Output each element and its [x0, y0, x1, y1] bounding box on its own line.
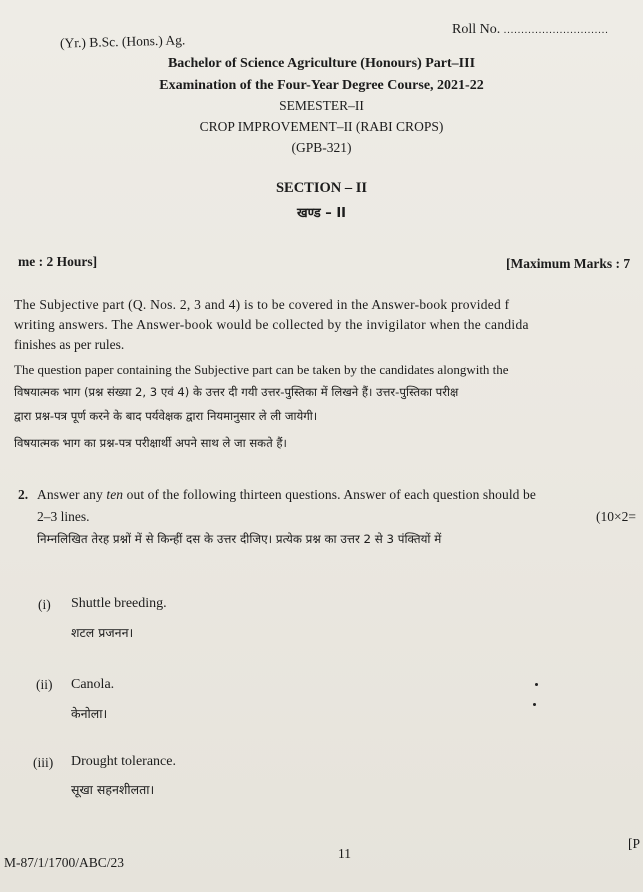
semester: SEMESTER–II	[279, 98, 364, 113]
page-number: 11	[338, 846, 351, 861]
time-allowed: me : 2 Hours]	[18, 254, 98, 269]
subq-3-hi: सूखा सहनशीलता।	[71, 782, 155, 797]
roll-dots: ..............................	[503, 25, 609, 36]
instruction-en-4: The question paper containing the Subjective part can be taken by the candidates alongwith the	[14, 362, 509, 377]
subq-1-en: Shuttle breeding.	[71, 596, 167, 611]
footer-code: M-87/1/1700/ABC/23	[4, 855, 125, 870]
instruction-en-2: writing answers. The Answer-book would be collected by the invigilator when the candida	[14, 317, 529, 332]
exam-title: Examination of the Four-Year Degree Course, 2021-22	[159, 78, 484, 93]
stray-dot	[533, 703, 536, 706]
program-short: (Yr.) B.Sc. (Hons.) Ag.	[59, 32, 186, 51]
question-2-text-post: out of the following thirteen questions. Answer of each question should be	[123, 487, 536, 502]
question-2-line2: 2–3 lines.	[37, 509, 90, 524]
question-2-text-em: ten	[106, 487, 124, 502]
subq-1-hi: शटल प्रजनन।	[71, 625, 134, 640]
instruction-en-3: finishes as per rules.	[14, 337, 125, 352]
course-title: CROP IMPROVEMENT–II (RABI CROPS)	[199, 119, 444, 134]
subq-3-num: (iii)	[33, 755, 54, 770]
question-2-marks: (10×2=	[596, 509, 636, 524]
subq-3-en: Drought tolerance.	[71, 754, 176, 769]
stray-dot	[535, 683, 538, 686]
subq-2-num: (ii)	[36, 677, 53, 692]
question-2-hindi: निम्नलिखित तेरह प्रश्नों में से किन्हीं दस के उत्तर दीजिए। प्रत्येक प्रश्न का उत्तर 2 से 3 पंक्तियों में	[37, 532, 442, 546]
instruction-hi-1: विषयात्मक भाग (प्रश्न संख्या 2, 3 एवं 4) के उत्तर दी गयी उत्तर-पुस्तिका में लिखने हैं। उत्तर-पुस्तिका परीक्ष	[14, 385, 459, 399]
question-2-text-pre: Answer any	[37, 487, 107, 502]
subq-2-hi: केनोला।	[71, 706, 108, 721]
section-hi: खण्ड – II	[297, 206, 346, 221]
maximum-marks: [Maximum Marks : 7	[506, 256, 631, 271]
question-2-number: 2.	[18, 487, 29, 502]
instruction-en-1: The Subjective part (Q. Nos. 2, 3 and 4) is to be covered in the Answer-book provided f	[14, 297, 510, 312]
section-en: SECTION – II	[275, 180, 368, 196]
degree-title: Bachelor of Science Agriculture (Honours) Part–III	[167, 56, 476, 71]
edge-mark: [P	[628, 836, 641, 851]
instruction-hi-3: विषयात्मक भाग का प्रश्न-पत्र परीक्षार्थी अपने साथ ले जा सकते हैं।	[14, 436, 287, 450]
question-2-text	[37, 487, 536, 503]
subq-1-num: (i)	[38, 597, 51, 612]
subq-2-en: Canola.	[71, 677, 115, 692]
roll-label: Roll No.	[452, 22, 501, 37]
instruction-hi-2: द्वारा प्रश्न-पत्र पूर्ण करने के बाद पर्यवेक्षक द्वारा नियमानुसार ले ली जायेगी।	[14, 409, 318, 423]
course-code: (GPB-321)	[291, 140, 352, 155]
roll-number-field	[452, 22, 609, 38]
